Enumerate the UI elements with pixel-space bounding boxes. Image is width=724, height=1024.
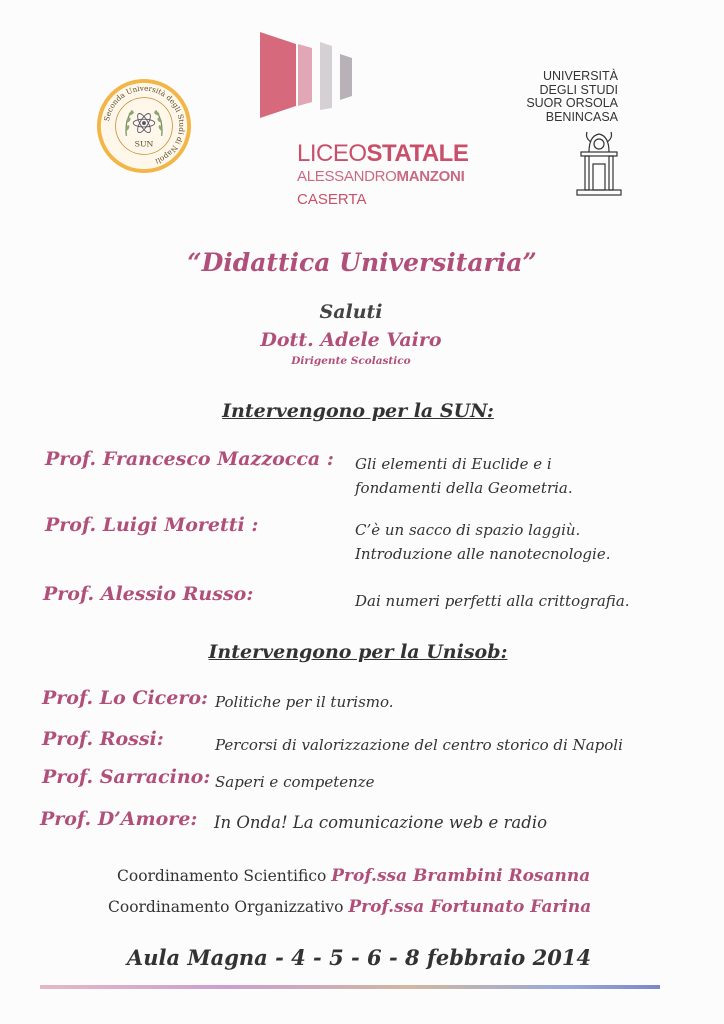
sun-topic-1: Gli elementi di Euclide e i fondamenti della Geometria. xyxy=(355,455,573,497)
unisob-emblem-icon xyxy=(575,130,623,198)
sun-university-logo xyxy=(95,77,193,175)
unisob-speaker-4: Prof. D’Amore: xyxy=(40,808,198,830)
sun-topic-3: Dai numeri perfetti alla crittografia. xyxy=(355,592,630,610)
sun-speaker-1: Prof. Francesco Mazzocca : xyxy=(45,448,334,470)
sun-abbr: SUN xyxy=(134,139,154,149)
unisob-section-heading: Intervengono per la Unisob: xyxy=(208,641,508,663)
greetings-label: Saluti xyxy=(319,301,383,323)
liceo-logo-bars xyxy=(260,32,360,122)
unisob-speaker-1: Prof. Lo Cicero: xyxy=(42,687,209,709)
sun-section-heading: Intervengono per la SUN: xyxy=(222,400,494,422)
liceo-namesake: ALESSANDROMANZONI xyxy=(297,168,465,185)
liceo-name: LICEOSTATALE xyxy=(297,140,469,167)
unisob-topic-3: Saperi e competenze xyxy=(215,773,375,791)
sun-speaker-2: Prof. Luigi Moretti : xyxy=(45,514,259,536)
page-title: “Didattica Universitaria” xyxy=(187,248,537,277)
coordination-organizational: Coordinamento Organizzativo Prof.ssa Fortunato Farina xyxy=(108,897,592,917)
event-date: Aula Magna - 4 - 5 - 6 - 8 febbraio 2014 xyxy=(126,945,592,970)
unisob-topic-4: In Onda! La comunicazione web e radio xyxy=(214,813,548,832)
sun-speaker-3: Prof. Alessio Russo: xyxy=(43,583,254,605)
coordination-scientific: Coordinamento Scientifico Prof.ssa Brambini Rosanna xyxy=(117,866,591,886)
sun-ring-text: Seconda Università degli Studi di Napoli xyxy=(102,83,187,167)
greetings-name: Dott. Adele Vairo xyxy=(260,329,442,351)
unisob-speaker-2: Prof. Rossi: xyxy=(42,728,164,750)
unisob-topic-1: Politiche per il turismo. xyxy=(215,693,394,711)
liceo-logo-text xyxy=(297,140,468,210)
sun-topic-2: C’è un sacco di spazio laggiù. Introduzione alle nanotecnologie. xyxy=(355,521,611,563)
bottom-divider xyxy=(40,985,660,989)
liceo-city: CASERTA xyxy=(297,191,367,208)
greetings-role: Dirigente Scolastico xyxy=(291,355,411,367)
unisob-speaker-3: Prof. Sarracino: xyxy=(42,766,211,788)
unisob-topic-2: Percorsi di valorizzazione del centro storico di Napoli xyxy=(215,736,623,754)
unisob-logo-text: UNIVERSITÀ DEGLI STUDI SUOR ORSOLA BENINCASA xyxy=(526,69,618,124)
